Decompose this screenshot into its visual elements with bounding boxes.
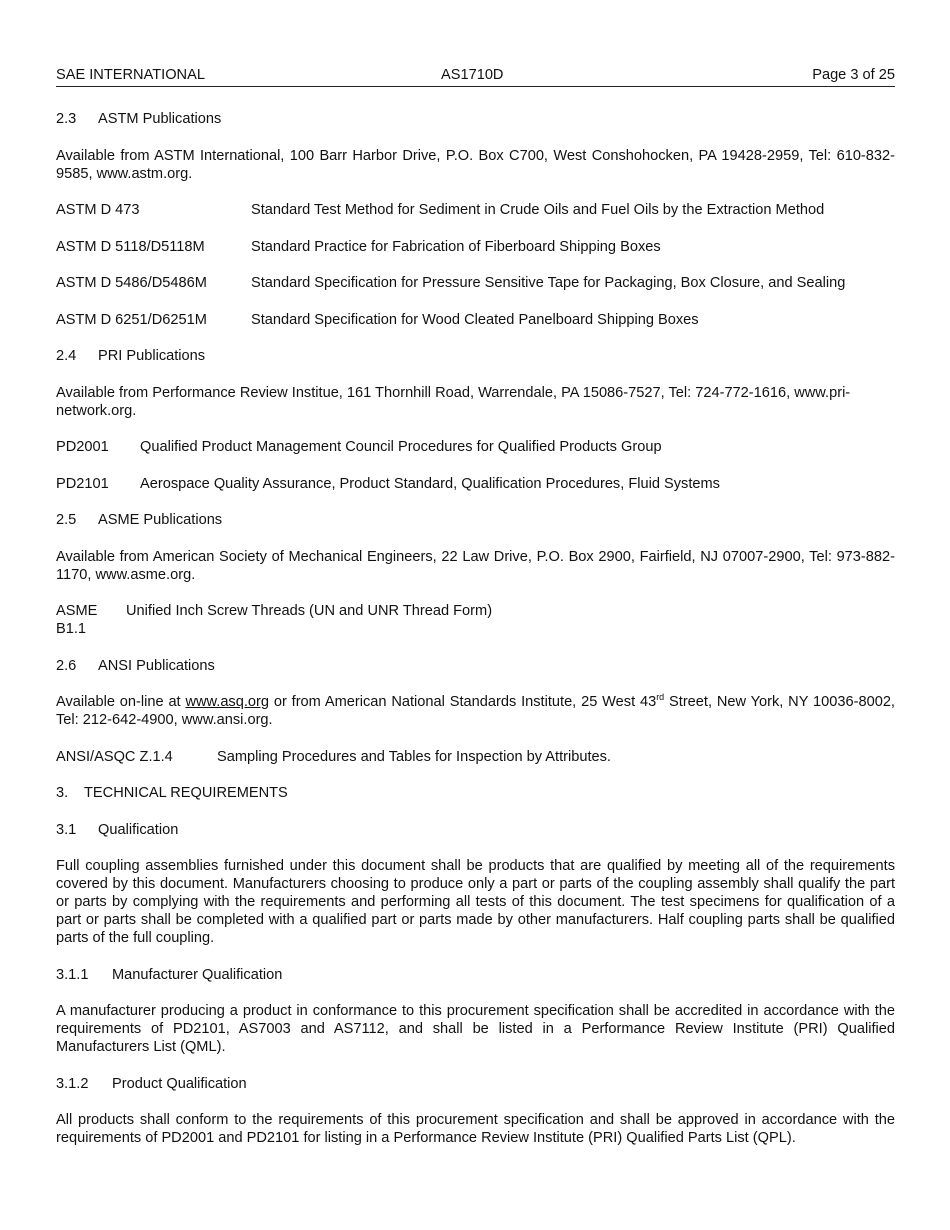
document-body [56,110,895,1166]
reference-item: ASME B1.1 Unified Inch Screw Threads (UN and UNR Thread Form) [56,603,493,637]
reference-item: ASTM D 5118/D5118M Standard Practice for Fabrication of Fiberboard Shipping Boxes [56,238,661,255]
section-heading-3: 3. TECHNICAL REQUIREMENTS [56,785,288,801]
reference-item: ASTM D 5486/D5486M Standard Specification for Pressure Sensitive Tape for Packaging, Box Closure, and Sealing [56,275,846,291]
reference-item: PD2101 Aerospace Quality Assurance, Product Standard, Qualification Procedures, Fluid Systems [56,475,720,492]
reference-item: ANSI/ASQC Z.1.4 Sampling Procedures and Tables for Inspection by Attributes. [56,748,611,765]
header-page-number: Page 3 of 25 [812,67,895,83]
qualification-text: Full coupling assemblies furnished under this document shall be products that are qualified by meeting all of the requirements covered by this document. Manufacturers choosing to produce only a part or parts of the coupling assembly shall qualify the part or parts by complying with the requirements and performing all tests of this document. The test specimens for qualification of a part or parts shall be completed with a qualified part or parts made by other manufacturers. Half coupling parts shall be qualified parts of the full coupling. [56,858,895,946]
reference-item: ASTM D 6251/D6251M Standard Specification for Wood Cleated Panelboard Shipping Boxes [56,311,699,328]
reference-item: PD2001 Qualified Product Management Council Procedures for Qualified Products Group [56,439,662,455]
pri-availability: Available from Performance Review Institue, 161 Thornhill Road, Warrendale, PA 15086-7527, Tel: 724-772-1616, www.pri-network.org. [56,384,851,419]
reference-item: ASTM D 473 Standard Test Method for Sediment in Crude Oils and Fuel Oils by the Extraction Method [56,202,825,218]
section-heading-2-4: 2.4 PRI Publications [56,348,206,364]
astm-availability: Available from ASTM International, 100 Barr Harbor Drive, P.O. Box C700, West Conshohocken, PA 19428-2959, Tel: 610-832-9585, www.astm.org. [56,147,895,182]
asq-link[interactable]: www.asq.org [185,694,269,710]
page-header [56,66,895,87]
section-heading-2-3: 2.3 ASTM Publications [56,111,222,127]
header-doc-id: AS1710D [441,67,504,83]
ansi-availability: Available on-line at www.asq.org or from American National Standards Institute, 25 West 43rd Street, New York, NY 10036-8002, Tel: 212-642-4900, www.ansi.org. [56,692,895,728]
section-heading-3-1-1: 3.1.1 Manufacturer Qualification [56,966,283,983]
section-heading-2-6: 2.6 ANSI Publications [56,657,215,674]
section-heading-2-5: 2.5 ASME Publications [56,512,223,528]
product-qualification-text: All products shall conform to the requirements of this procurement specification and shall be approved in accordance with the requirements of PD2001 and PD2101 for listing in a Performance Review Institute (PRI) Qualified Parts List (QPL). [56,1112,895,1146]
header-org: SAE INTERNATIONAL [56,67,205,83]
section-heading-3-1: 3.1 Qualification [56,821,179,838]
asme-availability: Available from American Society of Mechanical Engineers, 22 Law Drive, P.O. Box 2900, Fairfield, NJ 07007-2900, Tel: 973-882-1170, www.asme.org. [56,548,895,583]
section-heading-3-1-2: 3.1.2 Product Qualification [56,1075,247,1092]
manufacturer-qualification-text: A manufacturer producing a product in conformance to this procurement specification shall be accredited in accordance with the requirements of PD2101, AS7003 and AS7112, and shall be listed in a Performance Review Institute (PRI) Qualified Manufacturers List (QML). [56,1003,895,1055]
